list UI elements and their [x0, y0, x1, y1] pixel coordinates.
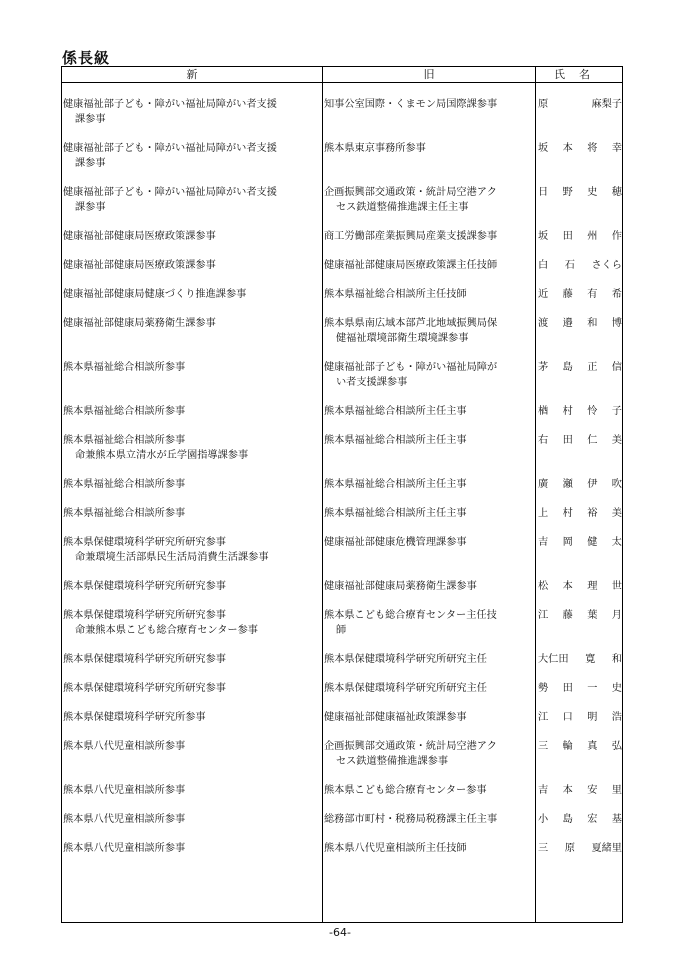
- column-divider: [322, 67, 323, 922]
- old-position-line: 熊本県東京事務所参事: [324, 143, 426, 154]
- old-position: [324, 535, 534, 550]
- person-name-line: 宏: [587, 814, 598, 825]
- header-name: 氏名: [554, 68, 604, 81]
- old-position-line: 熊本県保健環境科学研究所研究主任: [324, 654, 487, 665]
- person-name-line: 藤: [562, 289, 573, 300]
- person-name-line: 信: [611, 362, 622, 373]
- new-position-line: 熊本県八代児童相談所参事: [63, 785, 186, 796]
- person-name-line: 里: [611, 785, 622, 796]
- person-name-line: 怜: [587, 406, 598, 417]
- old-position: [324, 229, 534, 244]
- old-position-line: 企画振興部交通政策・統計局空港アク: [324, 187, 497, 198]
- person-name-line: 安: [587, 785, 598, 796]
- person-name-line: 真: [587, 741, 598, 752]
- person-name-line: 江: [538, 712, 549, 723]
- new-position-line: 熊本県福祉総合相談所参事: [63, 479, 186, 490]
- person-name-line: 大仁田: [538, 654, 569, 665]
- person-name-line: 田: [562, 683, 573, 694]
- person-name: [538, 841, 622, 856]
- person-name-line: 坂: [538, 143, 549, 154]
- person-name-line: 穂: [611, 187, 622, 198]
- person-name-line: 口: [562, 712, 573, 723]
- person-name: [538, 506, 622, 521]
- new-position: [63, 316, 322, 331]
- new-position-line: 熊本県保健環境科学研究所参事: [63, 712, 206, 723]
- personnel-table: [61, 66, 623, 923]
- old-position-line: 熊本県福祉総合相談所主任主事: [324, 479, 467, 490]
- person-name-line: 希: [611, 289, 622, 300]
- person-name: [538, 258, 622, 273]
- person-name: [538, 433, 622, 448]
- old-position-line: 熊本県福祉総合相談所主任主事: [324, 508, 467, 519]
- person-name-line: 田: [562, 231, 573, 242]
- old-position-line: 熊本県こども総合療育センター主任技: [324, 610, 497, 621]
- new-position-line: 熊本県八代児童相談所参事: [63, 814, 186, 825]
- person-name-line: 理: [587, 581, 598, 592]
- person-name-line: 渡: [538, 318, 549, 329]
- person-name-line: 上: [538, 508, 549, 519]
- old-position-line: 熊本県こども総合療育センター参事: [324, 785, 487, 796]
- person-name: [538, 608, 622, 623]
- new-position-line: 熊本県保健環境科学研究所研究参事: [63, 610, 226, 621]
- new-position: [63, 783, 322, 798]
- person-name-line: 正: [587, 362, 598, 373]
- new-position: [63, 185, 322, 215]
- old-position: [324, 258, 534, 273]
- old-position-line: 健康福祉部健康福祉政策課参事: [324, 712, 467, 723]
- person-name: [538, 812, 622, 827]
- person-name: [538, 535, 622, 550]
- new-position-line: 熊本県福祉総合相談所参事: [63, 435, 186, 446]
- new-position-line: 命兼熊本県こども総合療育センター参事: [75, 625, 258, 636]
- person-name-line: 有: [587, 289, 598, 300]
- person-name-line: 伊: [587, 479, 598, 490]
- person-name-line: 茅: [538, 362, 549, 373]
- person-name-line: 吉: [538, 537, 549, 548]
- old-position-line: セス鉄道整備推進課主任主事: [336, 202, 469, 213]
- person-name-line: 健: [587, 537, 598, 548]
- person-name-line: 島: [562, 362, 573, 373]
- person-name-line: 本: [562, 785, 573, 796]
- old-position-line: 健福祉環境部衛生環境課参事: [336, 333, 469, 344]
- new-position: [63, 812, 322, 827]
- person-name-line: 吉: [538, 785, 549, 796]
- old-position-line: 健康福祉部健康局医療政策課主任技師: [324, 260, 498, 271]
- person-name-line: 太: [611, 537, 622, 548]
- header-old: 旧: [423, 68, 435, 81]
- old-position: [324, 97, 534, 112]
- person-name: [538, 477, 622, 492]
- old-position: [324, 783, 534, 798]
- person-name-line: 幸: [611, 143, 622, 154]
- person-name-line: 寛: [585, 654, 596, 665]
- old-position-line: 熊本県福祉総合相談所主任技師: [324, 289, 467, 300]
- person-name-line: 本: [562, 143, 573, 154]
- old-position: [324, 579, 534, 594]
- person-name: [538, 360, 622, 375]
- person-name-line: 島: [562, 814, 573, 825]
- person-name-line: 瀬: [562, 479, 573, 490]
- person-name-line: 博: [611, 318, 622, 329]
- old-position: [324, 812, 534, 827]
- old-position: [324, 477, 534, 492]
- old-position: [324, 652, 534, 667]
- new-position-line: 命兼環境生活部県民生活局消費生活課参事: [75, 552, 269, 563]
- person-name-line: 近: [538, 289, 549, 300]
- new-position-line: 健康福祉部子ども・障がい福祉局障がい者支援: [63, 187, 277, 198]
- new-position-line: 熊本県保健環境科学研究所研究参事: [63, 654, 226, 665]
- new-position-line: 健康福祉部健康局健康づくり推進課参事: [63, 289, 247, 300]
- page-number: -64-: [329, 926, 351, 939]
- old-position: [324, 185, 534, 215]
- new-position: [63, 608, 322, 638]
- person-name-line: 輪: [562, 741, 573, 752]
- new-position: [63, 287, 322, 302]
- person-name-line: 三: [538, 741, 549, 752]
- new-position-line: 熊本県福祉総合相談所参事: [63, 362, 186, 373]
- person-name-line: 明: [587, 712, 598, 723]
- person-name-line: さくら: [591, 260, 622, 271]
- person-name-line: 基: [611, 814, 622, 825]
- person-name-line: 月: [611, 610, 622, 621]
- old-position-line: 熊本県福祉総合相談所主任主事: [324, 435, 467, 446]
- person-name-line: 村: [562, 406, 573, 417]
- person-name: [538, 681, 622, 696]
- person-name-line: 邉: [562, 318, 573, 329]
- person-name-line: 田: [562, 435, 573, 446]
- new-position: [63, 258, 322, 273]
- person-name-line: 白: [538, 260, 549, 271]
- new-position-line: 命兼熊本県立清水が丘学園指導課参事: [75, 450, 249, 461]
- person-name-line: 世: [611, 581, 622, 592]
- old-position: [324, 141, 534, 156]
- person-name-line: 廣: [538, 479, 549, 490]
- person-name-line: 弘: [611, 741, 622, 752]
- person-name-line: 藤: [562, 610, 573, 621]
- person-name-line: 楢: [538, 406, 549, 417]
- new-position: [63, 652, 322, 667]
- new-position-line: 課参事: [75, 158, 106, 169]
- new-position: [63, 433, 322, 463]
- old-position-line: 熊本県県南広域本部芦北地域振興局保: [324, 318, 498, 329]
- old-position: [324, 433, 534, 448]
- new-position: [63, 477, 322, 492]
- person-name-line: 麻梨子: [591, 99, 622, 110]
- person-name-line: 仁: [587, 435, 598, 446]
- person-name-line: 和: [587, 318, 598, 329]
- new-position-line: 健康福祉部健康局医療政策課参事: [63, 260, 216, 271]
- person-name-line: 州: [587, 231, 598, 242]
- person-name-line: 村: [562, 508, 573, 519]
- person-name-line: 作: [611, 231, 622, 242]
- old-position: [324, 360, 534, 390]
- new-position-line: 課参事: [75, 114, 106, 125]
- new-position-line: 熊本県福祉総合相談所参事: [63, 406, 186, 417]
- new-position-line: 熊本県保健環境科学研究所研究参事: [63, 683, 226, 694]
- new-position-line: 健康福祉部子ども・障がい福祉局障がい者支援: [63, 143, 277, 154]
- person-name-line: 美: [611, 435, 622, 446]
- person-name: [538, 229, 622, 244]
- person-name-line: 将: [587, 143, 598, 154]
- person-name-line: 松: [538, 581, 549, 592]
- person-name: [538, 141, 622, 156]
- person-name-line: 原: [564, 843, 575, 854]
- old-position-line: 健康福祉部健康危機管理課参事: [324, 537, 467, 548]
- new-position-line: 熊本県八代児童相談所参事: [63, 843, 186, 854]
- person-name-line: 本: [562, 581, 573, 592]
- person-name: [538, 652, 622, 667]
- person-name: [538, 404, 622, 419]
- new-position: [63, 404, 322, 419]
- old-position: [324, 739, 534, 769]
- new-position: [63, 841, 322, 856]
- new-position: [63, 506, 322, 521]
- new-position: [63, 141, 322, 171]
- person-name-line: 裕: [587, 508, 598, 519]
- old-position-line: 商工労働部産業振興局産業支援課参事: [324, 231, 498, 242]
- person-name: [538, 97, 622, 112]
- old-position: [324, 287, 534, 302]
- person-name-line: 浩: [611, 712, 622, 723]
- person-name-line: 吹: [611, 479, 622, 490]
- old-position-line: 知事公室国際・くまモン局国際課参事: [324, 99, 498, 110]
- person-name-line: 三: [538, 843, 549, 854]
- person-name-line: 葉: [587, 610, 598, 621]
- new-position-line: 熊本県保健環境科学研究所研究参事: [63, 537, 226, 548]
- old-position-line: い者支援課参事: [336, 377, 408, 388]
- new-position: [63, 97, 322, 127]
- person-name-line: 史: [611, 683, 622, 694]
- old-position-line: 熊本県八代児童相談所主任技師: [324, 843, 467, 854]
- person-name-line: 小: [538, 814, 549, 825]
- person-name-line: 日: [538, 187, 549, 198]
- new-position-line: 健康福祉部子ども・障がい福祉局障がい者支援: [63, 99, 277, 110]
- person-name-line: 江: [538, 610, 549, 621]
- column-divider: [535, 67, 536, 922]
- person-name: [538, 287, 622, 302]
- old-position: [324, 710, 534, 725]
- new-position: [63, 710, 322, 725]
- old-position-line: 総務部市町村・税務局税務課主任主事: [324, 814, 498, 825]
- new-position-line: 健康福祉部健康局医療政策課参事: [63, 231, 216, 242]
- person-name: [538, 739, 622, 754]
- person-name-line: 一: [587, 683, 598, 694]
- page-title: 係長級: [62, 49, 111, 67]
- header-divider: [62, 82, 622, 83]
- person-name: [538, 783, 622, 798]
- person-name-line: 子: [611, 406, 622, 417]
- person-name-line: 史: [587, 187, 598, 198]
- old-position-line: 師: [336, 625, 347, 636]
- old-position-line: 熊本県福祉総合相談所主任主事: [324, 406, 467, 417]
- person-name-line: 美: [611, 508, 622, 519]
- new-position-line: 熊本県八代児童相談所参事: [63, 741, 186, 752]
- old-position: [324, 608, 534, 638]
- new-position: [63, 535, 322, 565]
- old-position: [324, 506, 534, 521]
- person-name-line: 野: [562, 187, 573, 198]
- person-name-line: 夏緒里: [591, 843, 622, 854]
- old-position: [324, 681, 534, 696]
- new-position: [63, 739, 322, 754]
- header-new: 新: [186, 68, 198, 81]
- person-name: [538, 710, 622, 725]
- old-position-line: セス鉄道整備推進課参事: [336, 756, 449, 767]
- old-position-line: 企画振興部交通政策・統計局空港アク: [324, 741, 497, 752]
- person-name-line: 右: [538, 435, 549, 446]
- old-position: [324, 316, 534, 346]
- person-name-line: 岡: [562, 537, 573, 548]
- old-position: [324, 841, 534, 856]
- new-position: [63, 579, 322, 594]
- new-position-line: 熊本県保健環境科学研究所研究参事: [63, 581, 226, 592]
- old-position-line: 熊本県保健環境科学研究所研究主任: [324, 683, 487, 694]
- person-name-line: 原: [538, 99, 549, 110]
- new-position: [63, 681, 322, 696]
- person-name-line: 勢: [538, 683, 549, 694]
- person-name: [538, 316, 622, 331]
- person-name-line: 和: [611, 654, 622, 665]
- old-position: [324, 404, 534, 419]
- old-position-line: 健康福祉部健康局薬務衛生課参事: [324, 581, 477, 592]
- new-position: [63, 229, 322, 244]
- old-position-line: 健康福祉部子ども・障がい福祉局障が: [324, 362, 498, 373]
- new-position-line: 課参事: [75, 202, 106, 213]
- person-name-line: 坂: [538, 231, 549, 242]
- person-name-line: 石: [564, 260, 575, 271]
- new-position-line: 熊本県福祉総合相談所参事: [63, 508, 186, 519]
- new-position: [63, 360, 322, 375]
- person-name: [538, 579, 622, 594]
- person-name: [538, 185, 622, 200]
- new-position-line: 健康福祉部健康局薬務衛生課参事: [63, 318, 216, 329]
